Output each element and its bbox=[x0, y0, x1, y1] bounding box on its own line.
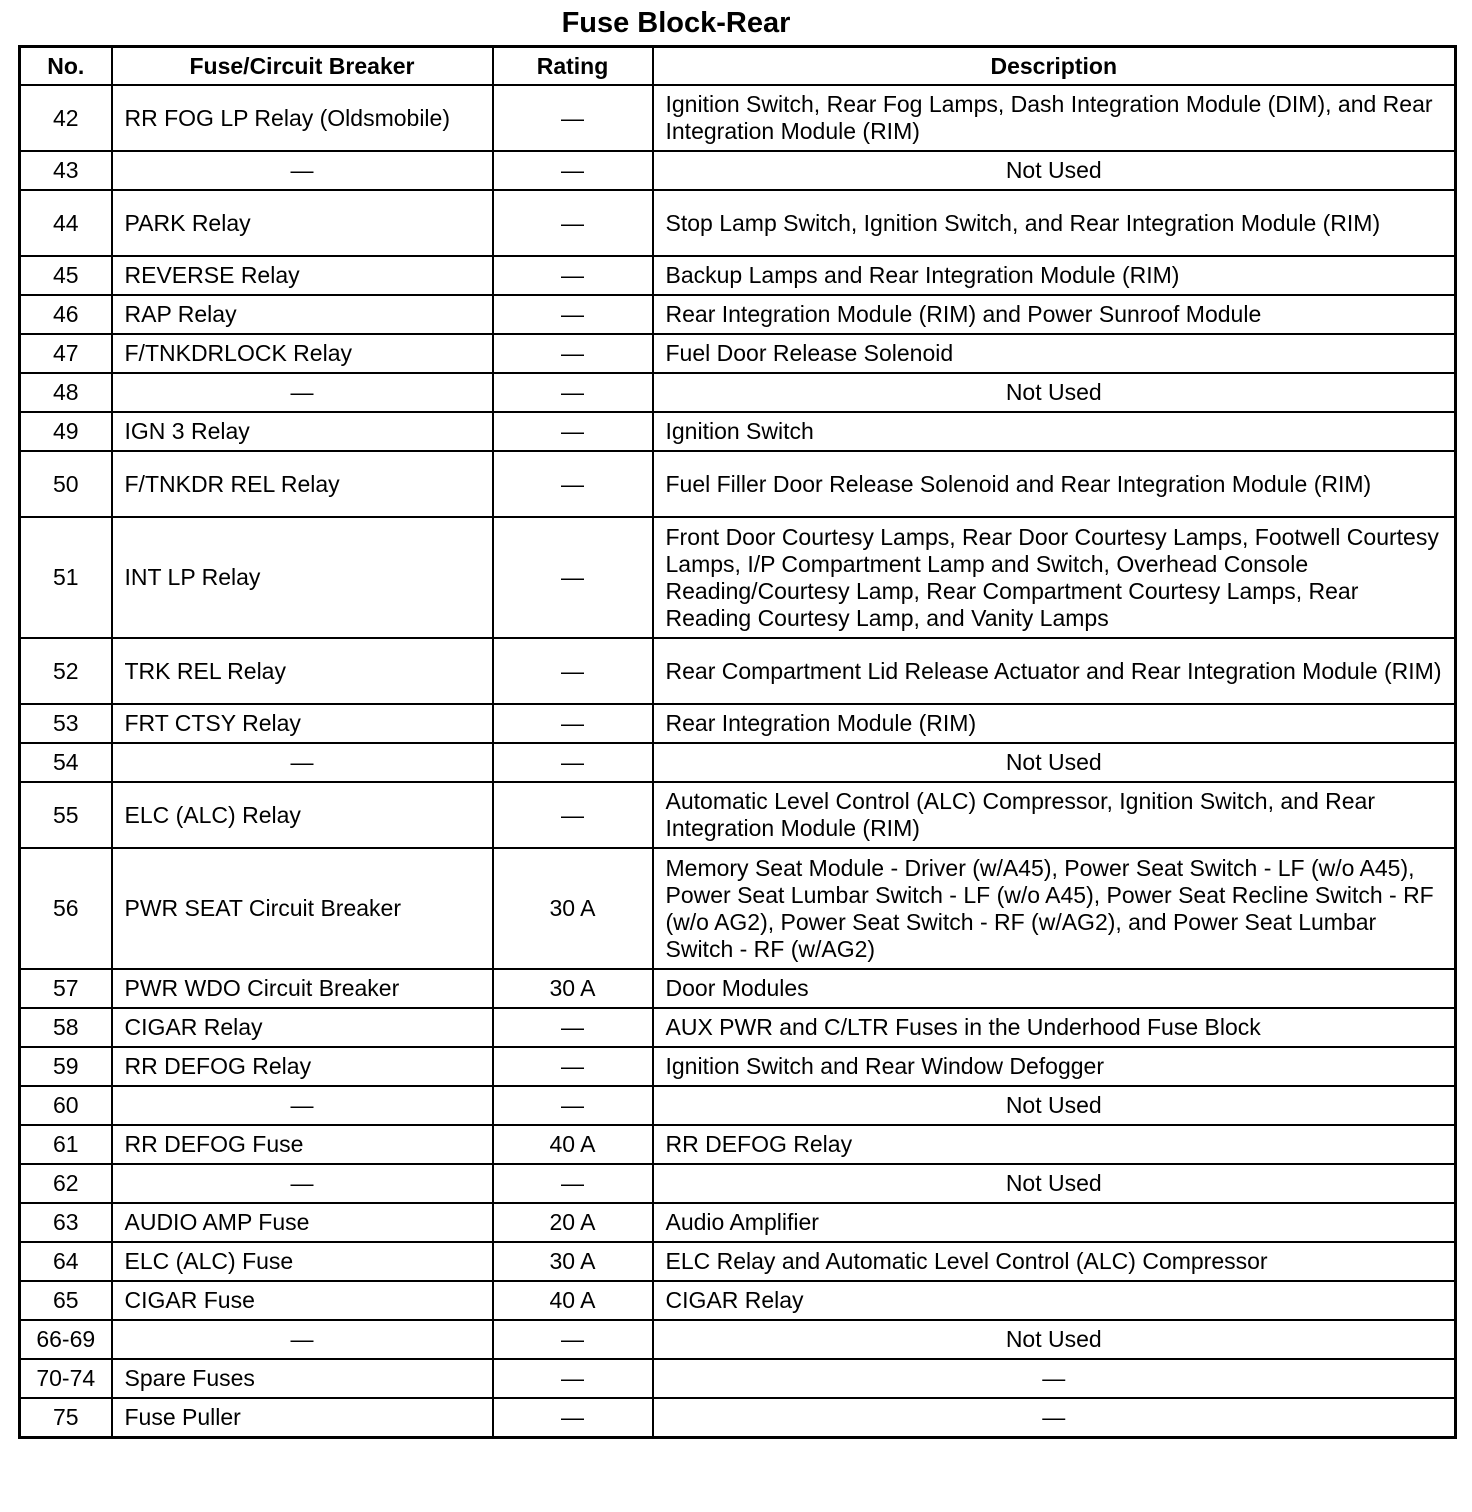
cell-fuse: ELC (ALC) Relay bbox=[112, 782, 493, 848]
table-row bbox=[20, 256, 1456, 295]
cell-no: 58 bbox=[20, 1008, 112, 1047]
cell-rating: — bbox=[493, 151, 653, 190]
cell-rating: — bbox=[493, 1047, 653, 1086]
table-row bbox=[20, 1164, 1456, 1203]
table-row bbox=[20, 85, 1456, 151]
cell-rating: — bbox=[493, 1320, 653, 1359]
table-row bbox=[20, 451, 1456, 517]
cell-fuse: IGN 3 Relay bbox=[112, 412, 493, 451]
header-rating: Rating bbox=[493, 47, 653, 86]
table-row bbox=[20, 848, 1456, 969]
cell-no: 43 bbox=[20, 151, 112, 190]
fuse-table bbox=[18, 45, 1457, 1439]
cell-fuse: — bbox=[112, 373, 493, 412]
cell-description: Rear Compartment Lid Release Actuator and Rear Integration Module (RIM) bbox=[653, 638, 1456, 704]
cell-fuse: RAP Relay bbox=[112, 295, 493, 334]
cell-fuse: PWR SEAT Circuit Breaker bbox=[112, 848, 493, 969]
cell-description: Not Used bbox=[653, 1086, 1456, 1125]
table-row bbox=[20, 412, 1456, 451]
cell-no: 75 bbox=[20, 1398, 112, 1438]
cell-fuse: INT LP Relay bbox=[112, 517, 493, 638]
table-row bbox=[20, 969, 1456, 1008]
cell-fuse: — bbox=[112, 743, 493, 782]
cell-description: RR DEFOG Relay bbox=[653, 1125, 1456, 1164]
cell-fuse: F/TNKDRLOCK Relay bbox=[112, 334, 493, 373]
table-row bbox=[20, 1086, 1456, 1125]
cell-description: Audio Amplifier bbox=[653, 1203, 1456, 1242]
cell-fuse: CIGAR Fuse bbox=[112, 1281, 493, 1320]
table-row bbox=[20, 638, 1456, 704]
cell-no: 56 bbox=[20, 848, 112, 969]
cell-fuse: — bbox=[112, 1086, 493, 1125]
cell-description: Not Used bbox=[653, 1164, 1456, 1203]
table-row bbox=[20, 190, 1456, 256]
cell-fuse: PARK Relay bbox=[112, 190, 493, 256]
cell-fuse: RR DEFOG Relay bbox=[112, 1047, 493, 1086]
cell-no: 70-74 bbox=[20, 1359, 112, 1398]
cell-rating: 40 A bbox=[493, 1281, 653, 1320]
header-fuse: Fuse/Circuit Breaker bbox=[112, 47, 493, 86]
cell-no: 44 bbox=[20, 190, 112, 256]
cell-rating: — bbox=[493, 1086, 653, 1125]
cell-rating: 30 A bbox=[493, 969, 653, 1008]
table-row bbox=[20, 743, 1456, 782]
cell-no: 63 bbox=[20, 1203, 112, 1242]
cell-rating: — bbox=[493, 517, 653, 638]
table-row bbox=[20, 782, 1456, 848]
cell-rating: — bbox=[493, 743, 653, 782]
cell-no: 65 bbox=[20, 1281, 112, 1320]
cell-rating: — bbox=[493, 373, 653, 412]
cell-description: Front Door Courtesy Lamps, Rear Door Courtesy Lamps, Footwell Courtesy Lamps, I/P Compartment Lamp and Switch, Overhead Console Reading/Courtesy Lamp, Rear Compartment Courtesy Lamps, Rear Reading Courtesy Lamp, and Vanity Lamps bbox=[653, 517, 1456, 638]
cell-description: Backup Lamps and Rear Integration Module (RIM) bbox=[653, 256, 1456, 295]
cell-fuse: AUDIO AMP Fuse bbox=[112, 1203, 493, 1242]
cell-no: 54 bbox=[20, 743, 112, 782]
cell-rating: — bbox=[493, 451, 653, 517]
header-description: Description bbox=[653, 47, 1456, 86]
header-no: No. bbox=[20, 47, 112, 86]
cell-rating: — bbox=[493, 1164, 653, 1203]
cell-fuse: TRK REL Relay bbox=[112, 638, 493, 704]
cell-description: Not Used bbox=[653, 151, 1456, 190]
cell-fuse: PWR WDO Circuit Breaker bbox=[112, 969, 493, 1008]
cell-description: — bbox=[653, 1398, 1456, 1438]
table-row bbox=[20, 295, 1456, 334]
table-row bbox=[20, 1242, 1456, 1281]
cell-no: 45 bbox=[20, 256, 112, 295]
cell-fuse: Spare Fuses bbox=[112, 1359, 493, 1398]
table-row bbox=[20, 151, 1456, 190]
cell-fuse: CIGAR Relay bbox=[112, 1008, 493, 1047]
table-row bbox=[20, 1125, 1456, 1164]
cell-no: 48 bbox=[20, 373, 112, 412]
cell-no: 60 bbox=[20, 1086, 112, 1125]
cell-rating: — bbox=[493, 190, 653, 256]
table-header-row bbox=[20, 47, 1456, 86]
cell-no: 57 bbox=[20, 969, 112, 1008]
table-row bbox=[20, 1359, 1456, 1398]
cell-rating: — bbox=[493, 638, 653, 704]
cell-no: 66-69 bbox=[20, 1320, 112, 1359]
cell-description: AUX PWR and C/LTR Fuses in the Underhood Fuse Block bbox=[653, 1008, 1456, 1047]
cell-no: 59 bbox=[20, 1047, 112, 1086]
cell-fuse: — bbox=[112, 1320, 493, 1359]
table-row bbox=[20, 1203, 1456, 1242]
table-row bbox=[20, 373, 1456, 412]
cell-fuse: RR FOG LP Relay (Oldsmobile) bbox=[112, 85, 493, 151]
cell-rating: 20 A bbox=[493, 1203, 653, 1242]
cell-description: Memory Seat Module - Driver (w/A45), Power Seat Switch - LF (w/o A45), Power Seat Lumbar Switch - LF (w/o A45), Power Seat Recline Switch - RF (w/o AG2), Power Seat Switch - RF (w/AG2), and Power Seat Lumbar Switch - RF (w/AG2) bbox=[653, 848, 1456, 969]
cell-rating: 30 A bbox=[493, 1242, 653, 1281]
cell-no: 51 bbox=[20, 517, 112, 638]
cell-no: 52 bbox=[20, 638, 112, 704]
cell-no: 49 bbox=[20, 412, 112, 451]
cell-no: 64 bbox=[20, 1242, 112, 1281]
cell-fuse: ELC (ALC) Fuse bbox=[112, 1242, 493, 1281]
cell-description: Not Used bbox=[653, 1320, 1456, 1359]
table-row bbox=[20, 517, 1456, 638]
cell-rating: — bbox=[493, 412, 653, 451]
table-row bbox=[20, 704, 1456, 743]
cell-description: CIGAR Relay bbox=[653, 1281, 1456, 1320]
cell-rating: — bbox=[493, 334, 653, 373]
cell-description: Ignition Switch and Rear Window Defogger bbox=[653, 1047, 1456, 1086]
page-title: Fuse Block-Rear bbox=[561, 7, 791, 39]
cell-rating: — bbox=[493, 1398, 653, 1438]
cell-description: Not Used bbox=[653, 743, 1456, 782]
cell-fuse: F/TNKDR REL Relay bbox=[112, 451, 493, 517]
cell-rating: — bbox=[493, 256, 653, 295]
cell-no: 50 bbox=[20, 451, 112, 517]
table-row bbox=[20, 1008, 1456, 1047]
cell-no: 42 bbox=[20, 85, 112, 151]
cell-fuse: REVERSE Relay bbox=[112, 256, 493, 295]
table-row bbox=[20, 1281, 1456, 1320]
cell-description: Automatic Level Control (ALC) Compressor, Ignition Switch, and Rear Integration Module (RIM) bbox=[653, 782, 1456, 848]
cell-description: Rear Integration Module (RIM) bbox=[653, 704, 1456, 743]
cell-rating: — bbox=[493, 704, 653, 743]
table-row bbox=[20, 1320, 1456, 1359]
cell-rating: — bbox=[493, 1008, 653, 1047]
table-row bbox=[20, 334, 1456, 373]
cell-description: Fuel Door Release Solenoid bbox=[653, 334, 1456, 373]
cell-description: Fuel Filler Door Release Solenoid and Rear Integration Module (RIM) bbox=[653, 451, 1456, 517]
cell-fuse: — bbox=[112, 151, 493, 190]
cell-description: ELC Relay and Automatic Level Control (ALC) Compressor bbox=[653, 1242, 1456, 1281]
cell-description: Door Modules bbox=[653, 969, 1456, 1008]
cell-rating: 30 A bbox=[493, 848, 653, 969]
cell-rating: — bbox=[493, 1359, 653, 1398]
cell-no: 62 bbox=[20, 1164, 112, 1203]
cell-fuse: Fuse Puller bbox=[112, 1398, 493, 1438]
table-row bbox=[20, 1047, 1456, 1086]
cell-description: Ignition Switch bbox=[653, 412, 1456, 451]
cell-no: 47 bbox=[20, 334, 112, 373]
cell-fuse: RR DEFOG Fuse bbox=[112, 1125, 493, 1164]
cell-rating: — bbox=[493, 295, 653, 334]
cell-description: Stop Lamp Switch, Ignition Switch, and Rear Integration Module (RIM) bbox=[653, 190, 1456, 256]
table-row bbox=[20, 1398, 1456, 1438]
cell-no: 53 bbox=[20, 704, 112, 743]
cell-description: Not Used bbox=[653, 373, 1456, 412]
cell-description: — bbox=[653, 1359, 1456, 1398]
cell-no: 55 bbox=[20, 782, 112, 848]
cell-description: Rear Integration Module (RIM) and Power Sunroof Module bbox=[653, 295, 1456, 334]
cell-description: Ignition Switch, Rear Fog Lamps, Dash Integration Module (DIM), and Rear Integration Module (RIM) bbox=[653, 85, 1456, 151]
cell-rating: — bbox=[493, 85, 653, 151]
cell-no: 61 bbox=[20, 1125, 112, 1164]
cell-rating: 40 A bbox=[493, 1125, 653, 1164]
cell-fuse: FRT CTSY Relay bbox=[112, 704, 493, 743]
cell-no: 46 bbox=[20, 295, 112, 334]
cell-fuse: — bbox=[112, 1164, 493, 1203]
cell-rating: — bbox=[493, 782, 653, 848]
